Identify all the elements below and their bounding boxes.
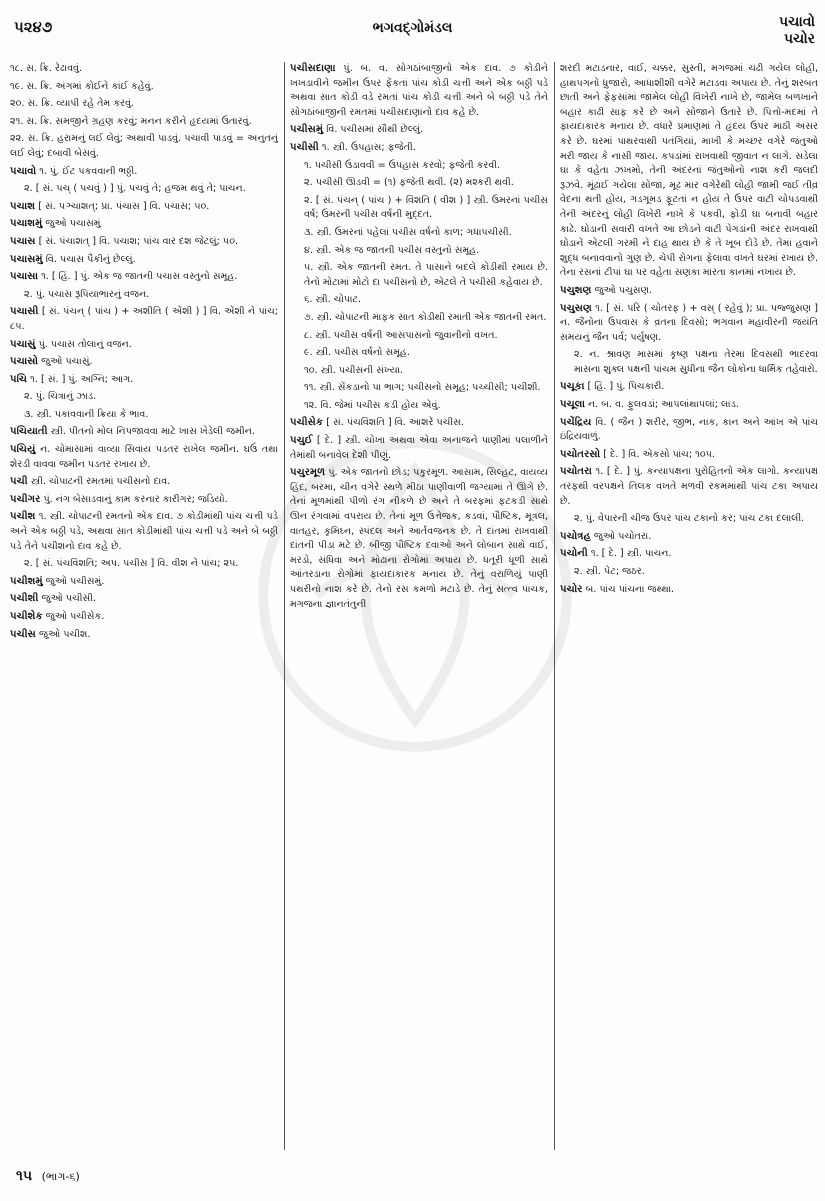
entry-definition: ૧૦. સ્ત્રી. પચીસની સંખ્યા. [304, 364, 404, 376]
dictionary-entry [290, 244, 548, 259]
entry-definition: વિ. પચીસમાં સૌથી છેલ્લું. [326, 124, 424, 136]
column-2 [290, 62, 548, 1152]
dictionary-entry [560, 398, 818, 413]
dictionary-entry [560, 583, 818, 598]
entry-definition: જુઓ પચાસમું [45, 218, 101, 230]
dictionary-entry [10, 557, 278, 572]
entry-headword: પચુસણ [560, 302, 592, 314]
dictionary-entry [10, 338, 278, 353]
dictionary-entry [10, 165, 278, 180]
entry-definition: ૧. પચીસી ઉડાવવી = ઉપહાસ કરવો; ફજેતી કરવી. [304, 159, 501, 171]
dictionary-entry [290, 194, 548, 223]
entry-definition: પું. એક જાતનો છોડ; પકુરમૂળ. આસામ, સિલ્હટ, વાયવ્ય હિંદ, બરમા, ચીન વગેરે સ્થળે મીઠા પાણીવાળી જગ્યામાં તે ઊગે છે. તેનાં મૂળમાંથી પીળો રંગ નીકળે છે અને તે બરફમાં ફટકડી સાથે ઊન રંગવામાં વપરાય છે. તેનાં મૂળ ઉત્તેજક, કડવાં, પૌષ્ટિક, મૂત્રલ, વાતહર, કૃમિઘ્ન, સ્પંદલ અને આર્તવજનક છે. તે દાંતમાં રાખવાથી દાંતની પીડા મટે છે. બીજી પૌષ્ટિક દવાઓ અને લોબાન સાથે વાઈ, મરડો, સંધિવા અને મોઢાના રોગોમાં અપાય છે. ધતૂરી ધૂળી સાથે આંતરડાના રોગોમાં ફાયદાકારક મનાય છે. તેનું વરાળિયું પાણી પથરીનો નાશ કરે છે. તેનો રસ કમળો મટાડે છે. તેનું સત્ત્વ પાચક, મગજના જ્ઞાનતંતુની [290, 467, 548, 610]
column-1 [10, 62, 278, 1152]
entry-headword: પચીસદાણા [290, 63, 336, 74]
entry-definition: ૧. સ્ત્રી. ચોપાટની રમતનો એક દાવ. ૭ કોડીમાંથી પાંચ ચત્તી પડે અને એક બઠ્ઠી પડે, અથવા સાત કોડીમાંથી પાંચ ચત્તી પડે અને બે બઠ્ઠી પડે તેને પચીશનો દાવ કહે છે. [10, 511, 278, 552]
entry-definition: ૧. સ્ત્રી. ઉપહાસ; ફજેતી. [321, 141, 416, 153]
entry-headword: પચીશેક [10, 611, 43, 622]
dictionary-entry [560, 547, 818, 562]
dictionary-entry [290, 176, 548, 191]
entry-headword: પચાસા [10, 271, 39, 283]
dictionary-entry [290, 62, 548, 120]
entry-definition: જુઓ પચીસમું. [45, 575, 105, 587]
entry-definition: સ્ત્રી. પીતનો મોલ નિપજાવવા માટે ખાસ ખેડેલી જમીન. [50, 426, 255, 438]
entry-headword: પચી [10, 476, 28, 488]
entry-headword: પચાસમું [10, 253, 43, 265]
entry-headword: પચાસ [10, 235, 36, 247]
dictionary-entry [290, 381, 548, 396]
dictionary-entry [10, 182, 278, 197]
entry-headword: પચાશ [10, 200, 36, 212]
entry-headword: પચીસેક [290, 417, 324, 429]
entry-headword: પચિયું [10, 444, 36, 456]
guide-word-first: પચાવો [779, 14, 815, 30]
dictionary-entry [10, 510, 278, 554]
dictionary-entry [290, 399, 548, 414]
dictionary-entry [560, 448, 818, 463]
entry-headword: પચુશણ [560, 284, 592, 296]
dictionary-entry [10, 355, 278, 370]
dictionary-entry [290, 261, 548, 290]
entry-headword: પચેંદ્રિય [560, 416, 592, 428]
entry-definition: [ સં. પંચાશત્ ] વિ. પચાશ; પાંચ વાર દશ જેટલું; ૫૦. [38, 235, 239, 247]
entry-headword: પચૂકા [560, 381, 585, 393]
entry-headword: પચાસો [10, 356, 39, 368]
entry-definition: ૨. પું. પચાસ રૂપિયાભારનું વજન. [24, 288, 150, 300]
entry-definition: ૧૧. સ્ત્રી. સેંકડાનો પા ભાગ; પચીસનો સમૂહ; પચ્ચીસી; પચીશી. [304, 382, 541, 394]
entry-definition: સ્ત્રી. ચોપાટની રમતમાં પચીસનો દાવ. [30, 476, 171, 488]
dictionary-entry [290, 434, 548, 463]
page-number: પ૨૪૭ [14, 18, 53, 36]
dictionary-entry [290, 311, 548, 326]
guide-word-last: પચોર [783, 31, 815, 47]
entry-definition: જુઓ પચુસણ. [594, 284, 652, 296]
dictionary-entry [560, 530, 818, 545]
entry-headword: પચોની [560, 548, 588, 560]
page-header [0, 0, 825, 62]
dictionary-entry [10, 493, 278, 508]
entry-headword: પચોર [560, 583, 583, 595]
entry-headword: પચુરમૂળ [290, 467, 326, 479]
entry-definition: શરદી મટાડનાર, વાઈ, ચક્કર, સુસ્તી, મગજમાં ચઢી ગયેલ લોહી, હાથપગનો ધ્રુજારો, આધાશીશી વગેરે મટાડવા અપાય છે. તેનું શરબત છાતી અને ફેફસાંમાં જામેલ લોહી વિખેરી નાખે છે, જામેલ બળખાને બહાર કાઢી સાફ કરે છે અને સોજાને ઉતારે છે. પિત્તો-મદમાં તે ફાયદાકારક મનાય છે. વધારે પ્રમાણમાં તે હૃદય ઉપર માઠી અસર કરે છે. ઘરમાં પાથરવાથી પતંગિયાં, માખી કે મચ્છર વગેરે જંતુઓ મરી જાય કે નાસી જાય. કપડાંમાં રાખવાથી જીવાત ન લાગે. સડેલા ઘા કે વહેતા ઝખમો, તેની અંદરનાં જંતુઓનો નાશ કરી જલદી રૂઝવે. મૂંઢાઈ ગયેલા સોજા, મૂઢ માર વગેરેથી લોહી જામી જઈ તીવ્ર વેદના થતી હોય, ગડગૂમડ ફૂટતાં ન હોય તે ઉપર વાટી ચોપડવાથી તેની અંદરનું લોહી વિખેરી નાખે કે પકવી, ફોડી ઘા બનાવી બહાર કાઢે. ઘોડાની સવારી વખતે આ છોડને વાટી પેગડાંની અંદર રાખવાથી ઘોડાને એટલી ગરમી ને દાહ થાય છે કે તે ખૂબ દોડે છે. તેમાં હવાને શુદ્ધ બનાવવાનો ગુણ છે. ચેપી રોગના ફેલાવા વખતે ઘરમાં રખાય છે. તેના રસનાં ટીપાં ઘા પર વહેતા સણકા મારતા કાનમાં નખાય છે. [560, 63, 818, 279]
entry-definition: [ દે. ] વિ. એકસો પાંચ; ૧૦૫. [603, 448, 715, 460]
dictionary-entry [10, 575, 278, 590]
dictionary-entry [10, 628, 278, 643]
entry-definition: ૨૨. સ. ક્રિ. હરામનું લઈ લેવું; અથાવી પાડવું. પચાવી પાડવું = અનુતનું લઈ લેવું; દબાવી બેસવું. [10, 133, 278, 159]
entry-definition: ૫. સ્ત્રી. એક જાતની રમત. તે પાસાને બદલે કોડીથી રમાય છે. તેનો મોટામાં મોટો દા પચીસનો છે, એટલે તે પચીસી કહેવાય છે. [304, 262, 548, 288]
entry-definition: પું. બ. વ. સોગઠાંબાજીનો એક દાવ. ૭ કોડીને ખખડાવીને જમીન ઉપર ફેંકતાં પાંચ કોડી ચત્તી અને એક બઠ્ઠી પડે અથવા સાત કોડી વડે રમતાં પાંચ કોડી ચત્તી અને બે બઠ્ઠી પડે તેને સોગઠાંબાજીની રમતમાં પચીસદાણાનો દાવ કહે છે. [290, 63, 548, 118]
entry-definition: પું. પચાસ તોલાનું વજન. [38, 338, 132, 350]
entry-definition: જુઓ પચીસેક. [45, 611, 105, 622]
entry-definition: ૧. [ હિં. ] પું. એક જ જાતની પચાસ વસ્તુનો સમૂહ. [41, 271, 238, 283]
dictionary-entry [290, 141, 548, 156]
entry-headword: પચીગર [10, 493, 41, 505]
dictionary-entry [10, 253, 278, 268]
entry-definition: ૨. [ સં. પંચન્ ( પાંચ ) + વિંશતિ ( વીશ ) ] સ્ત્રી. ઉમરનાં પચીસ વર્ષ; ઉમરની પચીસ વર્ષની મુદ્દત. [304, 194, 548, 221]
entry-definition: ૧. પું. ઈંટ પકવવાની ભઠ્ઠી. [39, 165, 138, 177]
book-title: ભગવદ્ગોમંડલ [372, 20, 453, 36]
entry-definition: ૨૦. સ. ક્રિ. વ્યાપી રહે તેમ કરવું. [10, 98, 135, 110]
entry-headword: પચાશમું [10, 218, 43, 230]
dictionary-entry [10, 200, 278, 215]
guide-words [779, 14, 815, 48]
dictionary-entry [290, 364, 548, 379]
entry-definition: ૧૯. સ. ક્રિ. અંગમાં કોઈને કાંઈ કહેવું. [10, 80, 154, 92]
entry-definition: ૮. સ્ત્રી. પચીસ વર્ષની આસપાસનો જુવાનીનો વખત. [304, 329, 498, 341]
dictionary-entry [290, 329, 548, 344]
entry-headword: પચાસું [10, 338, 36, 350]
entry-headword: પચોતરા [560, 466, 592, 478]
entry-headword: પચોત્રહ [560, 530, 591, 542]
dictionary-entry [10, 390, 278, 405]
dictionary-entry [10, 80, 278, 95]
entry-definition: જુઓ પચાસું. [41, 356, 93, 368]
entry-headword: પચાસી [10, 306, 39, 318]
dictionary-entry [10, 475, 278, 490]
entry-definition: ૧૮. સ. ક્રિ. રેઢાવવું. [10, 63, 83, 74]
dictionary-entry [560, 380, 818, 395]
entry-definition: ૨. [ સં. પંચવિંશતિ; અપ. પચીસ ] વિ. વીશ ને પાંચ; ૨૫. [24, 558, 239, 570]
entry-definition: જુઓ પચોતરા. [593, 530, 652, 542]
dictionary-entry [10, 443, 278, 472]
entry-headword: પચિ [10, 373, 28, 385]
dictionary-entry [10, 132, 278, 161]
entry-definition: [ દે. ] સ્ત્રી. ચોખા અથવા એવા અનાજને પાણીમાં પલાળીને તેમાંથી બનાવેલ દેશી પીણું. [290, 435, 548, 461]
dictionary-entry [290, 159, 548, 174]
entry-definition: ૨. પું. ચિત્રાનું ઝાડ. [24, 391, 97, 403]
footer-page-number: ૧૫ [16, 1168, 33, 1184]
dictionary-entry [290, 346, 548, 361]
dictionary-entry [560, 416, 818, 445]
entry-definition: ૨. [ સં. પચ્ ( પચવું ) ] પું. પચવું તે; હજમ થવું તે; પાચન. [24, 183, 246, 195]
entry-definition: [ હિં. ] પું. પિચકારી. [587, 381, 665, 393]
entry-definition: જુઓ પચીસી. [41, 593, 97, 605]
entry-definition: ૨. પચીસી ઊડવી = (૧) ફજેતી થવી. (૨) મશ્કરી થવી. [304, 177, 514, 189]
page-footer [16, 1168, 80, 1184]
entry-headword: પચુઈ [290, 435, 313, 447]
column-divider [284, 62, 285, 1150]
dictionary-entry [290, 466, 548, 612]
entry-definition: ૭. સ્ત્રી. ચોપાટની માફક સાત કોડીથી રમાતી એક જાતની રમત. [304, 311, 547, 323]
entry-definition: ૧૨. વિ. જેમાં પચીસ કડી હોય એવું. [304, 399, 441, 411]
entry-definition: ૨૧. સ. ક્રિ. સમજીને ગ્રહણ કરવું; મનન કરીને હૃદયમાં ઉતારવું. [10, 115, 252, 127]
entry-definition: [ સં. પંચન્ ( પાંચ ) + અશીતિ ( એંશી ) ] વિ. એંશી ને પાંચ; ૮૫. [10, 306, 278, 332]
column-divider [554, 62, 555, 1150]
dictionary-entry [560, 565, 818, 580]
entry-headword: પચાવો [10, 165, 37, 177]
entry-headword: પચીશ [10, 511, 36, 523]
entry-columns [10, 62, 818, 1152]
dictionary-entry [10, 62, 278, 77]
entry-definition: જુઓ પચીશ. [39, 628, 91, 640]
entry-definition: ૨. ન. શ્રાવણ માસમાં કૃષ્ણ પક્ષના તેરમા દિવસથી ભાદરવા માસના શુક્લ પક્ષની પાંચમ સુધીના જૈન લોકોના ધાર્મિક તહેવારો. [574, 349, 818, 375]
entry-headword: પચીશી [10, 593, 39, 605]
entry-definition: વિ. ( જૈન ) શરીર, જીભ, નાક, કાન અને આંખ એ પાંચ ઇંદ્રિયવાળું. [560, 416, 818, 443]
entry-headword: પચીશમું [10, 575, 43, 587]
entry-definition: [ સં. પઞ્ચાશત્; પ્રા. પંચાસ ] વિ. પચાસ; ૫૦. [38, 200, 210, 212]
entry-definition: વિ. પચાસ પૈકીનું છેલ્લું. [45, 253, 136, 265]
dictionary-entry [560, 512, 818, 527]
dictionary-entry [10, 610, 278, 625]
entry-definition: ન. બ. વ. ફુલવડાં; આપલાંથાપલાં; લાડ. [588, 399, 739, 411]
dictionary-entry [290, 416, 548, 431]
entry-definition: ૨. પું. વેપારની ચીજ ઉપર પાંચ ટકાનો કર; પાંચ ટકા દલાલી. [574, 513, 805, 525]
dictionary-entry [10, 270, 278, 285]
dictionary-entry [10, 373, 278, 388]
column-3 [560, 62, 818, 1152]
entry-definition: ૩. સ્ત્રી. ઉમરનાં પહેલાં પચીસ વર્ષનો કાળ; ગધાપચીસી. [304, 226, 512, 238]
dictionary-entry [560, 302, 818, 346]
entry-headword: પચોતરસો [560, 448, 601, 460]
dictionary-entry [10, 425, 278, 440]
dictionary-entry [10, 408, 278, 423]
dictionary-entry [10, 235, 278, 250]
dictionary-entry [560, 348, 818, 377]
entry-definition: ૩. સ્ત્રી. પકાવવાની ક્રિયા કે ભાવ. [24, 408, 149, 420]
entry-definition: પું. નંગ બેસાડવાનું કામ કરનાર કારીગર; જડિયો. [43, 493, 228, 505]
entry-definition: ૨. સ્ત્રી. પેટ; જઠર. [574, 566, 645, 577]
entry-headword: પચિયાતી [10, 426, 48, 438]
entry-definition: ન. ચોમાસામાં વાવ્યા સિવાય પડતર રાખેલ જમીન. ઘઉં તથા શેરડી વાવવા જમીન પડતર રખાય છે. [10, 444, 278, 470]
entry-definition: ૪. સ્ત્રી. એક જ જાતની પચીસ વસ્તુનો સમૂહ. [304, 244, 480, 256]
entry-headword: પચીસી [290, 141, 319, 153]
entry-headword: પચીસ [10, 628, 36, 640]
dictionary-entry [10, 305, 278, 334]
entry-definition: ૧. [ દે. ] સ્ત્રી. પાચન. [590, 548, 672, 560]
entry-definition: બ. પાંચ પાંચના જથ્થા. [585, 583, 675, 595]
entry-definition: ૧. [ સં. પરિ ( ચોતરફ ) + વસ્ ( રહેવું ); પ્રા. પજ્જુસણ ] ન. જૈનોના ઉપવાસ કે વ્રતના દિવસો; ભગવાન મહાવીરની જયંતિ સમયનું જૈન પર્વ; પર્યુષણ. [560, 302, 818, 343]
entry-definition: ૬. સ્ત્રી. ચોપાટ. [304, 294, 362, 306]
entry-headword: પચીસમું [290, 124, 324, 136]
dictionary-entry [290, 293, 548, 308]
dictionary-entry [10, 288, 278, 303]
dictionary-entry [10, 115, 278, 130]
entry-definition: ૧. [ સં. ] પું. અગ્નિ; આગ. [30, 373, 134, 385]
dictionary-entry [560, 465, 818, 509]
entry-definition: ૯. સ્ત્રી. પચીસ વર્ષનો સમૂહ. [304, 347, 410, 359]
dictionary-entry [290, 226, 548, 241]
dictionary-entry [560, 62, 818, 281]
dictionary-entry [10, 97, 278, 112]
dictionary-entry [560, 284, 818, 299]
dictionary-entry [10, 217, 278, 232]
dictionary-entry [290, 123, 548, 138]
footer-volume: (ભાગ-૬) [41, 1170, 80, 1183]
entry-definition: ૧. [ દે. ] પું. કન્યાપક્ષના પુરોહિતનો એક લાગો. કન્યાપક્ષ તરફથી વરપક્ષને તિલક વખતે મળવી રકમમાંથી પાંચ ટકા અપાય છે. [560, 466, 818, 507]
dictionary-entry [10, 592, 278, 607]
entry-headword: પચૂલા [560, 399, 585, 411]
entry-definition: [ સં. પંચવિંશતિ ] વિ. આશરે પચીસ. [326, 417, 464, 429]
